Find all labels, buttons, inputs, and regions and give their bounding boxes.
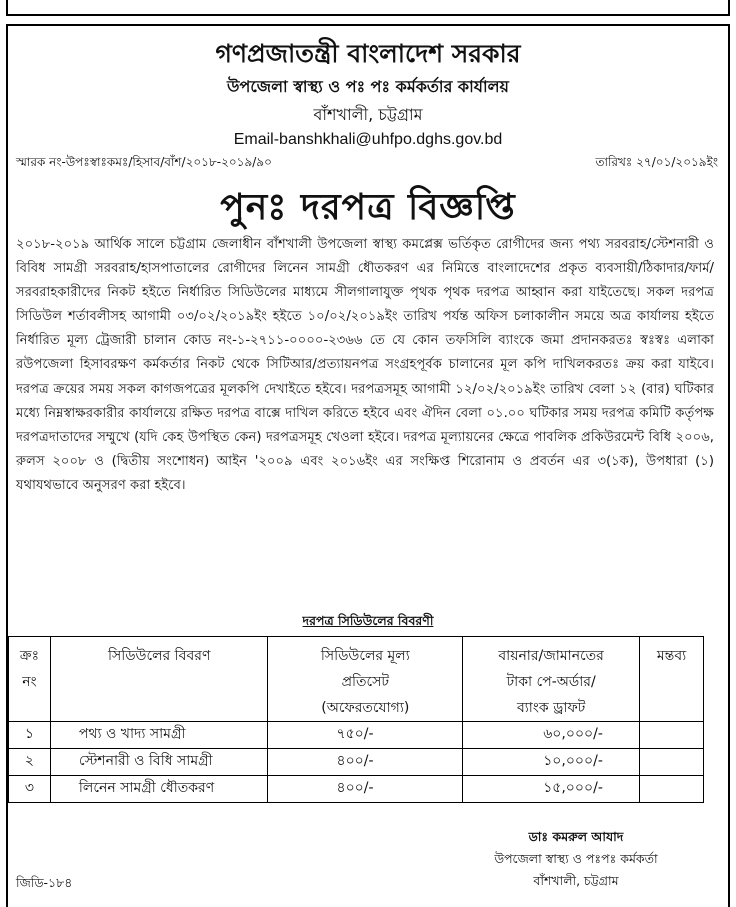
row-remarks bbox=[640, 749, 704, 776]
notice-body: ২০১৮-২০১৯ আর্থিক সালে চট্টগ্রাম জেলাধীন বাঁশখালী উপজেলা স্বাস্থ্য কমপ্লেক্স ভর্তিকৃত রোগীদের জন্য পথ্য সরবরাহ/স্টেশনারী ও বিবিধ সামগ্রী সরবরাহ/হাসপাতালের রোগীদের লিনেন সামগ্রী ধৌতকরণ এর নিমিত্তে বাংলাদেশের প্রকৃত ব্যবসায়ী/ঠিকাদার/ফার্ম/ সরবরাহকারীদের নিকট হইতে নির্ধারিত সিডিউলের মাধ্যমে সীলগালাযুক্ত পৃথক পৃথক দরপত্র আহ্বান করা যাইতেছে। সকল দরপত্র সিডিউল শর্তাবলীসহ আগামী ০৩/০২/২০১৯ইং হইতে ১০/০২/২০১৯ইং তারিখ পর্যন্ত অফিস চলাকালীন সময়ে অত্র কার্যালয় হইতে নির্ধারিত মূল্য ট্রেজারী চালান কোড নং-১-২৭১১-০০০০-২৩৬৬ তে যে কোন তফসিলি ব্যাংকে জমা প্রদানকরতঃ স্বঃস্বঃ এলাকা রউপজেলা হিসাবরক্ষণ কর্মকর্তার নিকট থেকে সিটিআর/প্রত্যায়নপত্র সংগ্রহপূর্বক চালানের মূল কপি দাখিলকরতঃ ক্রয় করা যাইবে। দরপত্র ক্রয়ের সময় সকল কাগজপত্রের মূলকপি দেখাইতে হইবে। দরপত্রসমূহ আগামী ১২/০২/২০১৯ইং তারিখ বেলা ১২ (বার) ঘটিকার মধ্যে নিম্নস্বাক্ষরকারীর কার্যালয়ে রক্ষিত দরপত্র বাক্সে দাখিল করিতে হইবে এবং ঐদিন বেলা ০১.০০ ঘটিকার সময় দরপত্র কমিটি কর্তৃপক্ষ দরপত্রদাতাদের সম্মুখে (যদি কেহ উপস্থিত কেন) দরপত্রসমূহ খেওলা হইবে। দরপত্র মূল্যায়নের ক্ষেত্রে পাবলিক প্রকিউরমেন্ট বিধি ২০০৬, রুলস ২০০৮ ও (দ্বিতীয় সংশোধন) আইন '২০০৯ এবং ২০১৬ইং এর সংক্ষিপ্ত শিরোনাম ও প্রবর্তন এর ৩(১ক), উপধারা (১) যথাযথভাবে অনুসরণ করা হইবে। bbox=[16, 237, 714, 493]
schedule-table bbox=[8, 636, 704, 803]
row-serial: ১ bbox=[9, 722, 51, 749]
memo-reference: স্মারক নং-উপঃস্বাঃকমঃ/হিসাব/বাঁশ/২০১৮-২০১৯/৯০ bbox=[16, 155, 272, 169]
col-remarks-label: মন্তব্য bbox=[656, 648, 687, 664]
col-serial bbox=[9, 637, 51, 722]
memo-date: তারিখঃ ২৭/০১/২০১৯ইং bbox=[595, 155, 718, 169]
schedule-heading bbox=[8, 613, 728, 633]
schedule-header-row bbox=[9, 637, 704, 722]
row-description: স্টেশনারী ও বিধি সামগ্রী bbox=[50, 749, 268, 776]
col-earnest bbox=[463, 637, 640, 722]
government-title: গণপ্রজাতন্ত্রী বাংলাদেশ সরকার bbox=[215, 39, 521, 68]
col-price-line2: প্রতিসেট bbox=[341, 674, 390, 690]
row-serial: ২ bbox=[9, 749, 51, 776]
office-place: বাঁশখালী, চট্টগ্রাম bbox=[313, 105, 423, 124]
gd-number: জিডি-১৮৪ bbox=[16, 875, 73, 890]
signatory-place: বাঁশখালী, চট্টগ্রাম bbox=[533, 873, 619, 888]
row-price: ৪০০/- bbox=[268, 749, 463, 776]
memo-row bbox=[16, 154, 718, 172]
col-description-label: সিডিউলের বিবরণ bbox=[107, 648, 211, 664]
table-row bbox=[9, 749, 704, 776]
office-email: Email-banshkhali@uhfpo.dghs.gov.bd bbox=[233, 131, 503, 148]
row-price: ৪০০/- bbox=[268, 776, 463, 803]
row-earnest: ১০,০০০/- bbox=[463, 749, 640, 776]
notice-title: পুনঃ দরপত্র বিজ্ঞপ্তি bbox=[220, 187, 516, 228]
col-earnest-line1: বায়নার/জামানতের bbox=[498, 648, 604, 664]
row-earnest: ৬০,০০০/- bbox=[463, 722, 640, 749]
row-price: ৭৫০/- bbox=[268, 722, 463, 749]
table-row bbox=[9, 776, 704, 803]
col-price-line1: সিডিউলের মূল্য bbox=[320, 648, 410, 664]
col-serial-line1: ক্রঃ bbox=[19, 648, 40, 664]
col-description bbox=[50, 637, 268, 722]
col-serial-line2: নং bbox=[22, 674, 37, 690]
signatory-designation: উপজেলা স্বাস্থ্য ও পঃপঃ কর্মকর্তা bbox=[494, 851, 658, 866]
signature-block bbox=[456, 826, 696, 892]
row-remarks bbox=[640, 722, 704, 749]
col-price bbox=[268, 637, 463, 722]
row-description: পথ্য ও খাদ্য সামগ্রী bbox=[50, 722, 268, 749]
previous-notice-border bbox=[6, 0, 730, 16]
col-remarks bbox=[640, 637, 704, 722]
col-earnest-line2: টাকা পে-অর্ডার/ bbox=[506, 674, 596, 690]
signatory-name: ডাঃ কমরুল আযাদ bbox=[528, 829, 624, 844]
office-name: উপজেলা স্বাস্থ্য ও পঃ পঃ কর্মকর্তার কার্যালয় bbox=[227, 77, 509, 96]
table-row bbox=[9, 722, 704, 749]
col-price-line3: (অফেরতযোগ্য) bbox=[321, 700, 410, 716]
row-description: লিনেন সামগ্রী ধৌতকরণ bbox=[50, 776, 268, 803]
row-earnest: ১৫,০০০/- bbox=[463, 776, 640, 803]
schedule-heading-text: দরপত্র সিডিউলের বিবরণী bbox=[302, 613, 434, 628]
row-remarks bbox=[640, 776, 704, 803]
col-earnest-line3: ব্যাংক ড্রাফট bbox=[516, 700, 586, 716]
row-serial: ৩ bbox=[9, 776, 51, 803]
